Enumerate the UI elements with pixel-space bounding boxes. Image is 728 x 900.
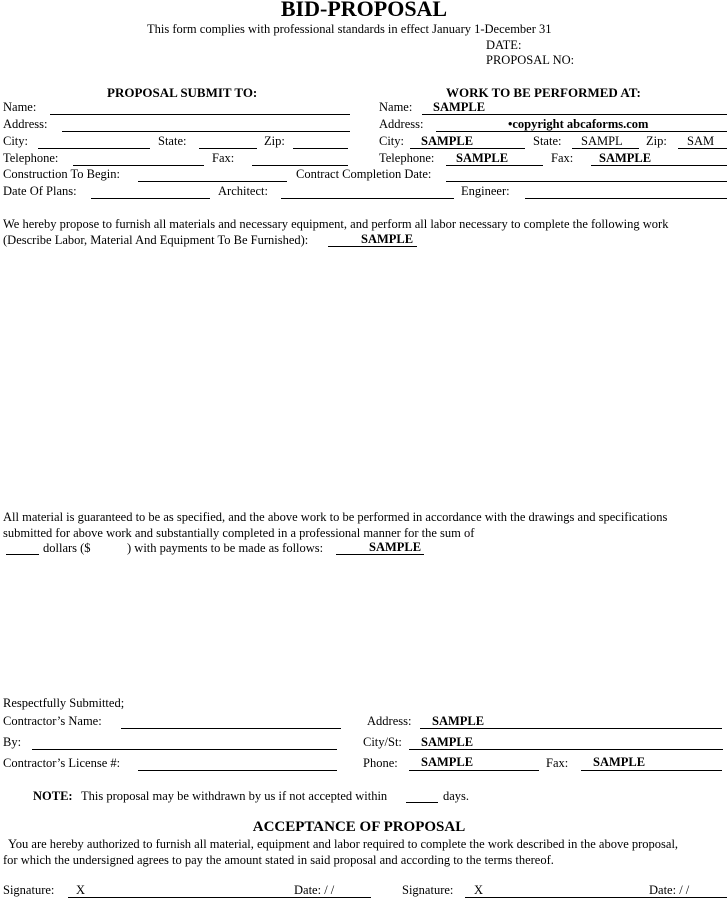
contract-completion-field[interactable] (446, 181, 727, 182)
license-label: Contractor’s License #: (3, 756, 121, 770)
engineer-field[interactable] (525, 198, 727, 199)
respectfully-submitted: Respectfully Submitted; (3, 696, 125, 710)
signature-x-left: X (76, 883, 86, 897)
note-text: This proposal may be withdrawn by us if not accepted within (81, 789, 388, 803)
submit-to-heading: PROPOSAL SUBMIT TO: (107, 85, 258, 100)
submit-state-label: State: (158, 134, 187, 148)
signature-date-right: Date: / / (649, 883, 690, 897)
work-fax-value: SAMPLE (599, 151, 652, 165)
signature-field-right[interactable] (465, 897, 727, 898)
submit-telephone-field[interactable] (73, 165, 204, 166)
dollars-label: dollars ($ (43, 541, 91, 555)
construction-begin-label: Construction To Begin: (3, 167, 120, 181)
note-days: days. (443, 789, 470, 803)
engineer-label: Engineer: (461, 184, 510, 198)
by-field[interactable] (32, 749, 337, 750)
compliance-subtitle: This form complies with professional standards in effect January 1-December 31 (147, 22, 552, 36)
work-at-heading: WORK TO BE PERFORMED AT: (446, 85, 641, 100)
submit-city-field[interactable] (38, 148, 150, 149)
work-state-value: SAMPL (581, 134, 623, 148)
payments-label: ) with payments to be made as follows: (127, 541, 324, 555)
payments-field[interactable] (336, 554, 424, 555)
work-fax-field[interactable] (591, 165, 727, 166)
date-of-plans-field[interactable] (91, 198, 210, 199)
submit-zip-field[interactable] (293, 148, 348, 149)
contractor-fax-label: Fax: (546, 756, 569, 770)
contractor-name-field[interactable] (121, 728, 341, 729)
contractor-city-field[interactable] (409, 749, 723, 750)
work-city-field[interactable] (410, 148, 525, 149)
date-label: DATE: (486, 38, 522, 52)
contractor-phone-value: SAMPLE (421, 755, 474, 769)
work-state-label: State: (533, 134, 562, 148)
work-city-label: City: (379, 134, 405, 148)
work-zip-label: Zip: (646, 134, 667, 148)
submit-zip-label: Zip: (264, 134, 285, 148)
work-description-value: SAMPLE (361, 232, 414, 246)
license-field[interactable] (138, 770, 337, 771)
contractor-phone-field[interactable] (409, 770, 539, 771)
contractor-name-label: Contractor’s Name: (3, 714, 102, 728)
contractor-address-label: Address: (367, 714, 412, 728)
signature-x-right: X (474, 883, 484, 897)
sum-field[interactable] (6, 554, 39, 555)
work-state-field[interactable] (572, 148, 639, 149)
submit-state-field[interactable] (199, 148, 257, 149)
guarantee-text-line-2: submitted for above work and substantially completed in a professional manner for the sum of (3, 526, 475, 540)
work-telephone-field[interactable] (446, 165, 543, 166)
work-address-label: Address: (379, 117, 424, 131)
work-zip-value: SAM (687, 134, 715, 148)
contractor-city-label: City/St: (363, 735, 402, 749)
page-title: BID-PROPOSAL (280, 0, 448, 21)
withdraw-days-field[interactable] (406, 802, 438, 803)
work-zip-field[interactable] (678, 148, 727, 149)
acceptance-text-line-2: for which the undersigned agrees to pay the amount stated in said proposal and according to the terms thereof. (3, 853, 554, 867)
submit-city-label: City: (3, 134, 29, 148)
work-address-field[interactable] (436, 131, 727, 132)
payments-value: SAMPLE (369, 540, 422, 554)
work-description-field[interactable] (328, 246, 417, 247)
propose-text-line-2: (Describe Labor, Material And Equipment To Be Furnished): (3, 233, 309, 247)
work-name-field[interactable] (422, 114, 727, 115)
submit-address-field[interactable] (62, 131, 350, 132)
contractor-fax-value: SAMPLE (593, 755, 646, 769)
submit-telephone-label: Telephone: (3, 151, 59, 165)
propose-text-line-1: We hereby propose to furnish all materials and necessary equipment, and perform all labor necessary to complete the following work (3, 217, 669, 231)
date-of-plans-label: Date Of Plans: (3, 184, 77, 198)
work-telephone-value: SAMPLE (456, 151, 509, 165)
work-name-value: SAMPLE (433, 100, 486, 114)
construction-begin-field[interactable] (138, 181, 287, 182)
contractor-fax-field[interactable] (581, 770, 722, 771)
signature-label-left: Signature: (3, 883, 55, 897)
note-label: NOTE: (33, 789, 73, 803)
contractor-phone-label: Phone: (363, 756, 398, 770)
work-name-label: Name: (379, 100, 413, 114)
guarantee-text-line-1: All material is guaranteed to be as specified, and the above work to be performed in accordance with the drawings and specifications (3, 510, 668, 524)
contractor-address-field[interactable] (420, 728, 722, 729)
by-label: By: (3, 735, 22, 749)
proposal-no-label: PROPOSAL NO: (486, 53, 575, 67)
work-fax-label: Fax: (551, 151, 574, 165)
submit-name-label: Name: (3, 100, 37, 114)
contract-completion-label: Contract Completion Date: (296, 167, 432, 181)
signature-field-left[interactable] (68, 897, 371, 898)
submit-address-label: Address: (3, 117, 48, 131)
submit-name-field[interactable] (50, 114, 350, 115)
work-telephone-label: Telephone: (379, 151, 435, 165)
signature-date-left: Date: / / (294, 883, 335, 897)
acceptance-text-line-1: You are hereby authorized to furnish all material, equipment and labor required to complete the work described in the above proposal, (8, 837, 679, 851)
work-city-value: SAMPLE (421, 134, 474, 148)
contractor-city-value: SAMPLE (421, 735, 474, 749)
submit-fax-label: Fax: (212, 151, 235, 165)
copyright-watermark: •copyright abcaforms.com (508, 117, 649, 131)
architect-field[interactable] (281, 198, 454, 199)
acceptance-heading: ACCEPTANCE OF PROPOSAL (252, 819, 466, 835)
contractor-address-value: SAMPLE (432, 714, 485, 728)
submit-fax-field[interactable] (252, 165, 348, 166)
architect-label: Architect: (218, 184, 268, 198)
signature-label-right: Signature: (402, 883, 454, 897)
